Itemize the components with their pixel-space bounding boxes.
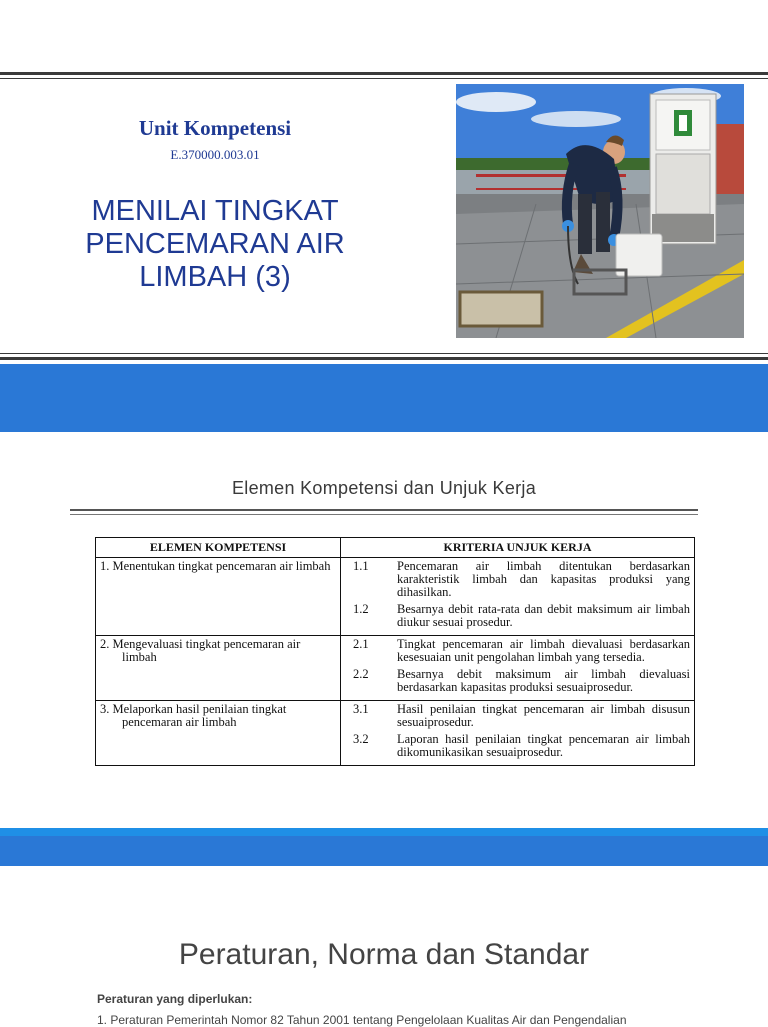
criterion (345, 668, 690, 694)
criterion (345, 603, 690, 629)
main-title-line-2: PENCEMARAN AIR (85, 228, 345, 260)
top-rule-thin (0, 78, 768, 79)
competency-table (95, 537, 695, 766)
element-cell (96, 558, 341, 636)
criterion-text: Besarnya debit maksimum air limbah dievaluasi berdasarkan kapasitas produksi sesuaiprosedur. (397, 667, 690, 694)
element-text: 1. Menentukan tingkat pencemaran air limbah (100, 559, 331, 573)
section-title: Elemen Kompetensi dan Unjuk Kerja (231, 478, 537, 498)
header-element: ELEMEN KOMPETENSI (96, 538, 341, 558)
main-title-line-1: MENILAI TINGKAT (91, 195, 339, 227)
top-rule-thick (0, 72, 768, 75)
main-title (50, 195, 380, 294)
criterion-number: 3.2 (353, 732, 369, 746)
criterion-number: 3.1 (353, 702, 369, 716)
section-rule-thick (70, 509, 698, 511)
main-title-line-3: LIMBAH (3) (139, 261, 291, 293)
element-cell (96, 636, 341, 701)
criterion-number: 1.1 (353, 559, 369, 573)
criterion-number: 2.1 (353, 637, 369, 651)
criterion (345, 560, 690, 599)
criterion-text: Laporan hasil penilaian tingkat pencemaran air limbah dikomunikasikan sesuaiprosedur. (397, 732, 690, 759)
criterion (345, 703, 690, 729)
criteria-cell (341, 701, 695, 766)
table-row (96, 701, 695, 766)
bottom-rule-thick (0, 357, 768, 360)
element-text: 2. Mengevaluasi tingkat pencemaran air limbah (100, 637, 301, 664)
criterion (345, 733, 690, 759)
criterion-number: 1.2 (353, 602, 369, 616)
bottom-rule-thin (0, 353, 768, 354)
section-rule-thin (70, 514, 698, 515)
table-row (96, 558, 695, 636)
criteria-cell (341, 636, 695, 701)
table-header-row (96, 538, 695, 558)
table-row (96, 636, 695, 701)
criterion-text: Pencemaran air limbah ditentukan berdasarkan karakteristik limbah dan kapasitas produksi yang dihasilkan. (397, 559, 690, 599)
regulation-item-1: 1. Peraturan Pemerintah Nomor 82 Tahun 2001 tentang Pengelolaan Kualitas Air dan Pengendalian (97, 1013, 627, 1027)
wastewater-sampling-photo (456, 84, 744, 338)
regulations-subtitle: Peraturan yang diperlukan: (97, 992, 253, 1006)
element-text: 3. Melaporkan hasil penilaian tingkat pencemaran air limbah (100, 702, 287, 729)
criterion-text: Besarnya debit rata-rata dan debit maksimum air limbah diukur sesuai prosedur. (397, 602, 690, 629)
element-cell (96, 701, 341, 766)
slide-divider-strip (0, 828, 768, 836)
criteria-cell (341, 558, 695, 636)
header-criteria: KRITERIA UNJUK KERJA (341, 538, 695, 558)
criterion-text: Tingkat pencemaran air limbah dievaluasi berdasarkan kesesuaian unit pengolahan limbah yang tersedia. (397, 637, 690, 664)
slide-divider-band (0, 364, 768, 432)
unit-code: E.370000.003.01 (170, 147, 260, 162)
criterion (345, 638, 690, 664)
criterion-text: Hasil penilaian tingkat pencemaran air limbah disusun sesuaiprosedur. (397, 702, 690, 729)
unit-label: Unit Kompetensi (138, 116, 292, 140)
criterion-number: 2.2 (353, 667, 369, 681)
slide-divider-band (0, 836, 768, 866)
standards-title: Peraturan, Norma dan Standar (178, 938, 590, 971)
